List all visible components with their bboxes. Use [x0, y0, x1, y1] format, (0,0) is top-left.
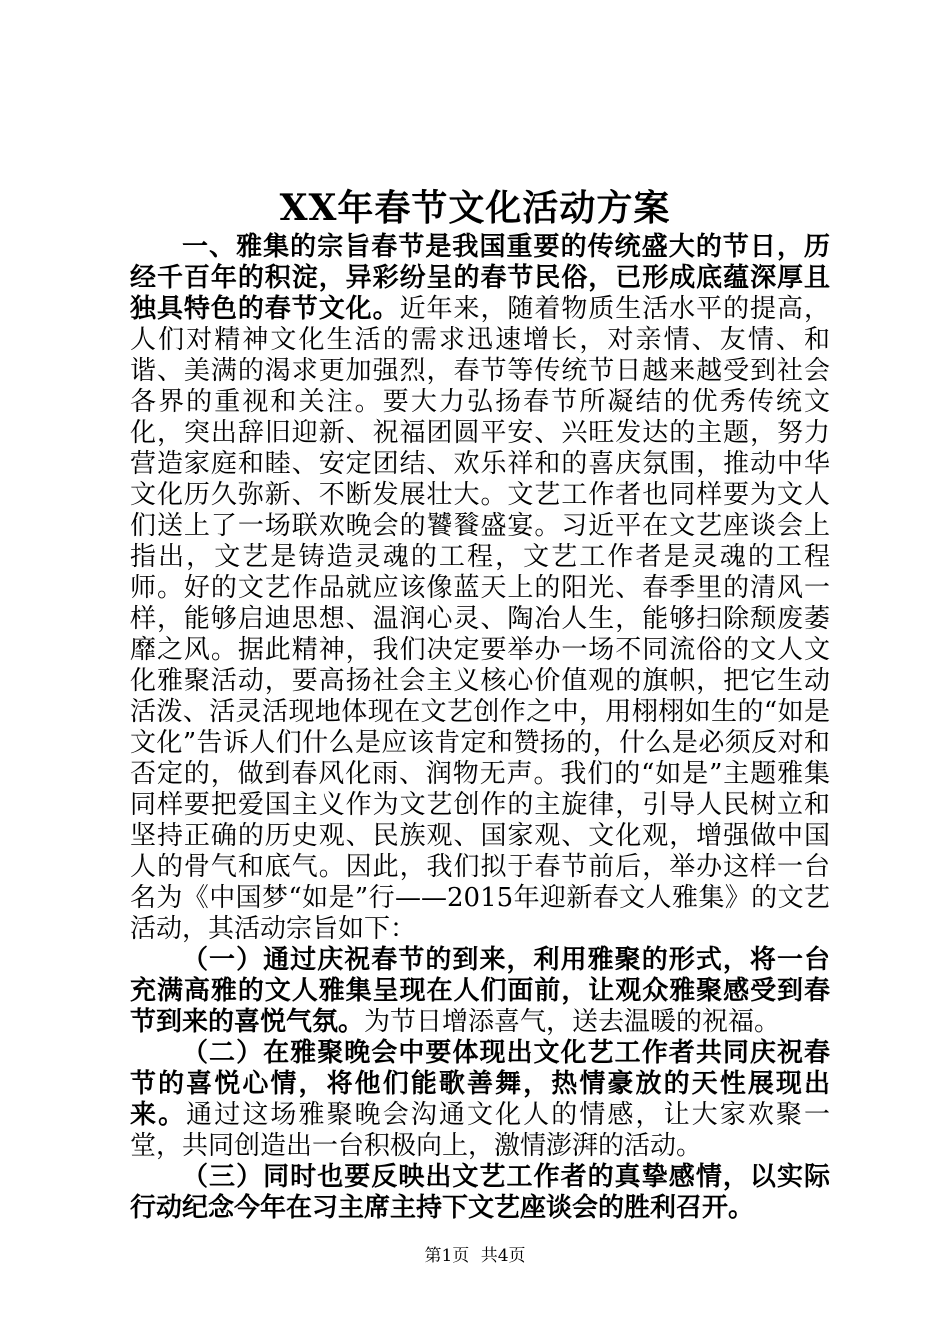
page-number: 第1页: [424, 1246, 470, 1266]
paragraph-text: 近年来，随着物质生活水平的提高，人们对精神文化生活的需求迅速增长，对亲情、友情、和谐、美满的渴求更加强烈，春节等传统节日越来越受到社会各界的重视和关注。要大力弘扬春节所凝结的优秀传统文化，突出辞旧迎新、祝福团圆平安、兴旺发达的主题，努力营造家庭和睦、安定团结、欢乐祥和的喜庆氛围，推动中华文化历久弥新、不断发展壮大。文艺工作者也同样要为文人们送上了一场联欢晚会的饕餮盛宴。习近平在文艺座谈会上指出，文艺是铸造灵魂的工程，文艺工作者是灵魂的工程师。好的文艺作品就应该像蓝天上的阳光、春季里的清风一样，能够启迪思想、温润心灵、陶冶人生，能够扫除颓废萎靡之风。据此精神，我们决定要举办一场不同流俗的文人文化雅聚活动，要高扬社会主义核心价值观的旗帜，把它生动活泼、活灵活现地体现在文艺创作之中，用栩栩如生的“如是文化”告诉人们什么是应该肯定和赞扬的，什么是必须反对和否定的，做到春风化雨、润物无声。我们的“如是”主题雅集同样要把爱国主义作为文艺创作的主旋律，引导人民树立和坚持正确的历史观、民族观、国家观、文化观，增强做中国人的骨气和底气。因此，我们拟于春节前后，举办这样一台名为《中国梦“如是”行——2015年迎新春文人雅集》的文艺活动，其活动宗旨如下：: [130, 294, 830, 944]
paragraph-item-2: [130, 1038, 830, 1162]
paragraph-lead: 一、雅集的宗旨春节是我国重要的传统盛大的节日，历经千百年的积淀，异彩纷呈的春节民俗，已形成底蕴深厚且独具特色的春节文化。: [130, 232, 830, 324]
paragraph-purpose: [130, 232, 830, 945]
paragraph-text: 通过这场雅聚晚会沟通文化人的情感，让大家欢聚一堂，共同创造出一台积极向上，激情澎湃的活动。: [130, 1100, 830, 1161]
paragraph-text: 为节日增添喜气，送去温暖的祝福。: [364, 1007, 781, 1037]
paragraph-lead: （二）在雅聚晚会中要体现出文化艺工作者共同庆祝春节的喜悦心情，将他们能歌善舞，热情豪放的天性展现出来。: [130, 1038, 830, 1130]
document-body: [130, 232, 830, 1224]
paragraph-lead: （一）通过庆祝春节的到来，利用雅聚的形式，将一台充满高雅的文人雅集呈现在人们面前，让观众雅聚感受到春节到来的喜悦气氛。: [130, 945, 830, 1037]
paragraph-item-3: [130, 1162, 830, 1224]
document-title: XX年春节文化活动方案: [279, 187, 671, 229]
page-total: 共4页: [480, 1246, 526, 1266]
paragraph-item-1: [130, 945, 830, 1038]
page-footer: [0, 1244, 950, 1268]
paragraph-lead: （三）同时也要反映出文艺工作者的真挚感情，以实际行动纪念今年在习主席主持下文艺座谈会的胜利召开。: [130, 1162, 830, 1223]
